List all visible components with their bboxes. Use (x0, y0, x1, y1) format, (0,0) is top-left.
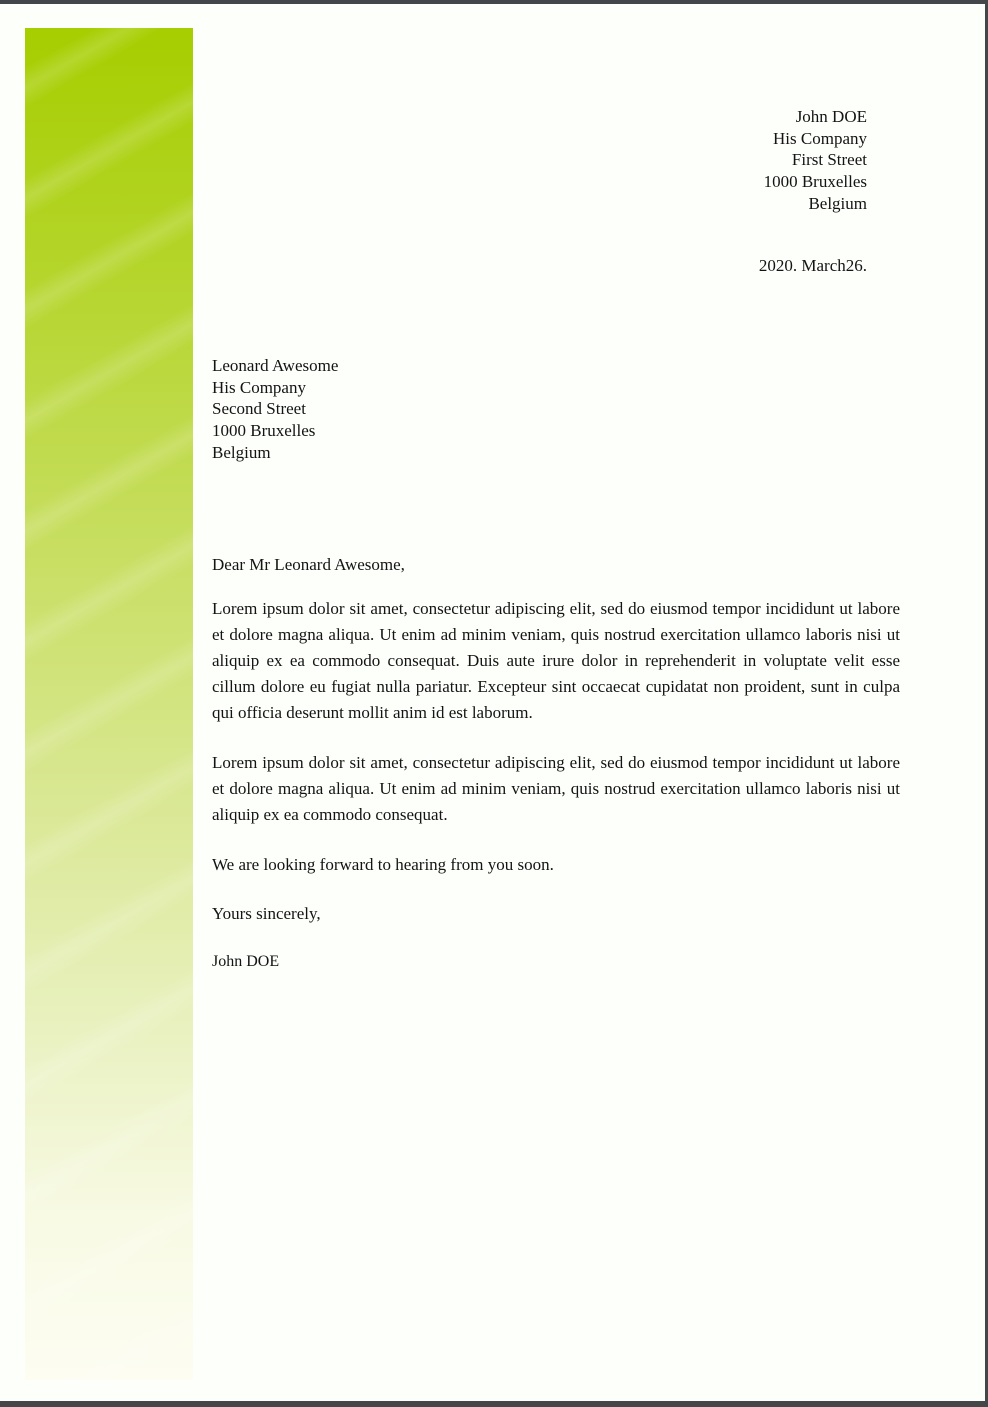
body-paragraph-2: Lorem ipsum dolor sit amet, consectetur adipiscing elit, sed do eiusmod tempor incididunt ut labore et dolore magna aliqua. Ut enim ad minim veniam, quis nostrud exercitation ullamco laboris nisi ut aliquip ex ea commodo consequat. (212, 753, 900, 824)
sender-street: First Street (791, 150, 867, 170)
sender-city: 1000 Bruxelles (763, 172, 867, 192)
sender-name: John DOE (795, 107, 867, 126)
sender-company: His Company (773, 128, 867, 148)
recipient-company: His Company (212, 377, 306, 397)
viewer-border-bottom (0, 1401, 988, 1407)
recipient-city: 1000 Bruxelles (212, 421, 316, 441)
recipient-country: Belgium (212, 442, 271, 462)
sender-country: Belgium (808, 193, 867, 213)
valediction: Yours sincerely, (212, 904, 321, 923)
viewer-border-top (0, 0, 988, 4)
sender-address-block (764, 106, 867, 215)
recipient-name: Leonard Awesome (212, 356, 339, 375)
closing-line: We are looking forward to hearing from you soon. (212, 855, 554, 874)
recipient-address-block (212, 355, 338, 464)
salutation: Dear Mr Leonard Awesome, (212, 555, 405, 574)
body-paragraph-1: Lorem ipsum dolor sit amet, consectetur adipiscing elit, sed do eiusmod tempor incididunt ut labore et dolore magna aliqua. Ut enim ad minim veniam, quis nostrud exercitation ullamco laboris nisi ut aliquip ex ea commodo consequat. Duis aute irure dolor in reprehenderit in voluptate velit esse cillum dolore eu fugiat nulla pariatur. Excepteur sint occaecat cupidatat non proident, sunt in culpa qui officia deserunt mollit anim id est laborum. (212, 599, 900, 722)
green-gradient-sidebar (25, 28, 193, 1380)
date-line: 2020. March26. (758, 256, 867, 275)
signature-name: John DOE (212, 953, 280, 970)
recipient-street: Second Street (212, 399, 306, 419)
